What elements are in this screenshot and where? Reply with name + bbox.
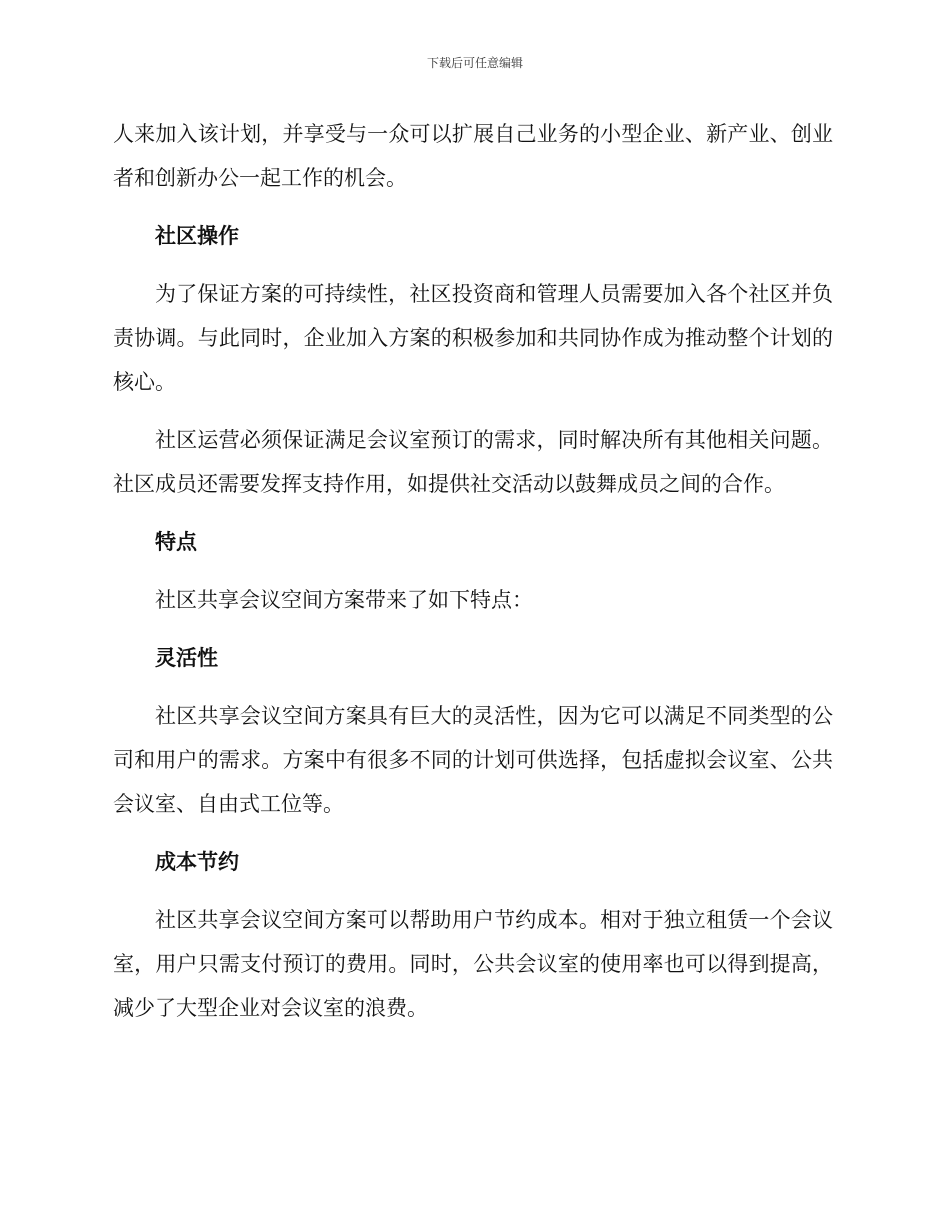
paragraph-cost-saving: 社区共享会议空间方案可以帮助用户节约成本。相对于独立租赁一个会议室，用户只需支付预订的费用。同时，公共会议室的使用率也可以得到提高，减少了大型企业对会议室的浪费。 xyxy=(113,908,833,1020)
paragraph-flexibility: 社区共享会议空间方案具有巨大的灵活性，因为它可以满足不同类型的公司和用户的需求。方案中有很多不同的计划可供选择，包括虚拟会议室、公共会议室、自由式工位等。 xyxy=(113,704,833,816)
paragraph-continuation: 人来加入该计划，并享受与一众可以扩展自己业务的小型企业、新产业、创业者和创新办公一起工作的机会。 xyxy=(113,122,833,190)
section-heading-flexibility: 灵活性 xyxy=(155,646,218,670)
paragraph-community-operation: 社区运营必须保证满足会议室预订的需求，同时解决所有其他相关问题。社区成员还需要发挥支持作用，如提供社交活动以鼓舞成员之间的合作。 xyxy=(113,428,833,496)
section-heading-community-operation: 社区操作 xyxy=(155,224,239,248)
section-heading-cost-saving: 成本节约 xyxy=(155,850,239,874)
paragraph-features-intro: 社区共享会议空间方案带来了如下特点： xyxy=(155,588,533,612)
header-note: 下载后可任意编辑 xyxy=(426,56,523,70)
section-heading-features: 特点 xyxy=(155,530,197,554)
document-body xyxy=(113,112,833,1044)
paragraph-sustainability: 为了保证方案的可持续性，社区投资商和管理人员需要加入各个社区并负责协调。与此同时，企业加入方案的积极参加和共同协作成为推动整个计划的核心。 xyxy=(113,282,833,394)
